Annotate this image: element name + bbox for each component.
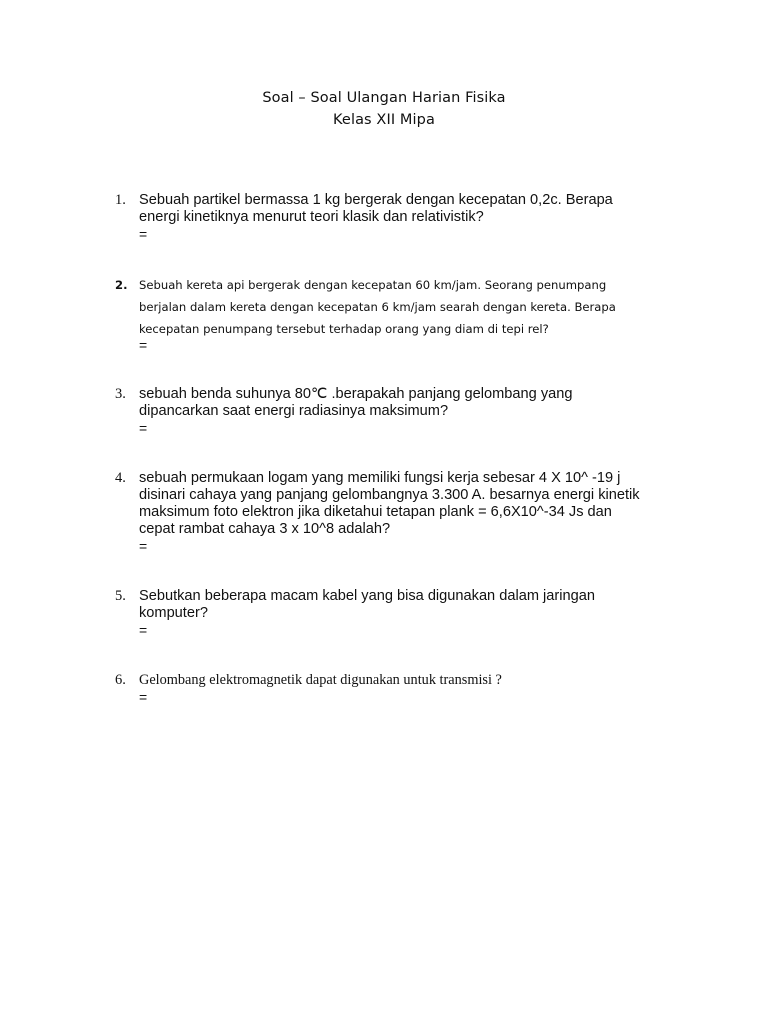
question-number: 6. [115,672,126,688]
question-text [139,192,699,243]
question-number: 2. [115,278,128,292]
question-line: kecepatan penumpang tersebut terhadap orang yang diam di tepi rel? [139,322,549,336]
question-line: Sebuah kereta api bergerak dengan kecepatan 60 km/jam. Seorang penumpang [139,278,607,292]
question-line: maksimum foto elektron jika diketahui tetapan plank = 6,6X10^-34 Js dan [139,504,612,520]
question-number: 4. [115,470,126,486]
question-line: sebuah benda suhunya 80℃ .berapakah panjang gelombang yang [139,386,573,402]
question-text [139,386,699,437]
answer-field: = [139,622,148,638]
question-line: Gelombang elektromagnetik dapat digunakan untuk transmisi ? [139,672,502,688]
answer-field: = [139,538,148,554]
question-line: Sebutkan beberapa macam kabel yang bisa digunakan dalam jaringan [139,588,595,604]
question-text [139,274,699,354]
document-subtitle: Kelas XII Mipa [333,112,435,128]
question-line: komputer? [139,605,208,621]
question-line: energi kinetiknya menurut teori klasik dan relativistik? [139,209,484,225]
question-number: 3. [115,386,126,402]
question-text [139,470,699,555]
question-line: dipancarkan saat energi radiasinya maksimum? [139,403,449,419]
question-number: 5. [115,588,126,604]
answer-field: = [139,420,148,436]
question-line: disinari cahaya yang panjang gelombangnya 3.300 A. besarnya energi kinetik [139,487,640,503]
answer-field: = [139,337,148,353]
question-text [139,588,699,639]
question-line: sebuah permukaan logam yang memiliki fungsi kerja sebesar 4 X 10^ -19 j [139,470,621,486]
document-title: Soal – Soal Ulangan Harian Fisika [262,90,506,106]
question-line: berjalan dalam kereta dengan kecepatan 6 km/jam searah dengan kereta. Berapa [139,300,616,314]
question-line: Sebuah partikel bermassa 1 kg bergerak dengan kecepatan 0,2c. Berapa [139,192,613,208]
question-text [139,672,699,706]
answer-field: = [139,226,148,242]
answer-field: = [139,689,148,705]
question-number: 1. [115,192,126,208]
question-line: cepat rambat cahaya 3 x 10^8 adalah? [139,521,391,537]
